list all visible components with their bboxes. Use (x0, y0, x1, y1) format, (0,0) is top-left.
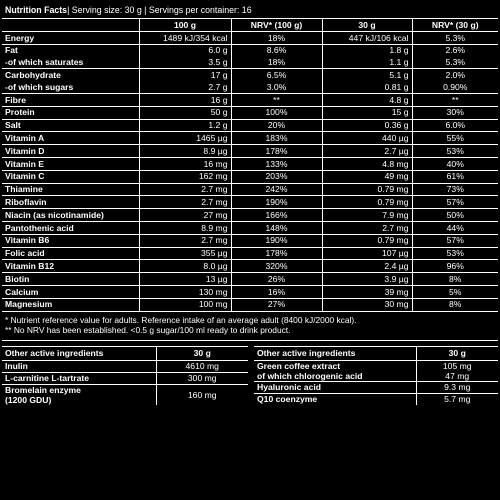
table-row (2, 247, 498, 260)
value-100g: 355 µg (139, 247, 231, 260)
value-100g: 8.9 mg (139, 221, 231, 234)
table-row (2, 234, 498, 247)
nrv-30g: 8% (412, 298, 498, 310)
table-row (2, 196, 498, 209)
other-ingredients-left (2, 346, 248, 405)
table-row (2, 93, 498, 106)
value-30g: 4.8 mg (322, 157, 412, 170)
table-row (2, 285, 498, 298)
value-30g: 0.79 mg (322, 196, 412, 209)
nrv-100g: 148% (231, 221, 322, 234)
nutrient-name: Riboflavin (2, 196, 139, 209)
nrv-30g: 57% (412, 234, 498, 247)
nrv-100g: 6.5% (231, 69, 322, 81)
table-row (2, 57, 498, 69)
ingredient-name (254, 360, 416, 381)
nutrient-name: Vitamin A (2, 132, 139, 145)
ingredient-amount (416, 393, 498, 405)
footnotes (2, 311, 498, 341)
ingredient-amount (156, 360, 248, 372)
nrv-100g: 320% (231, 260, 322, 273)
table-row (2, 221, 498, 234)
nutrient-name: Vitamin C (2, 170, 139, 183)
table-row (2, 170, 498, 183)
nrv-100g: 178% (231, 145, 322, 158)
list-item (2, 372, 248, 384)
value-30g: 447 kJ/106 kcal (322, 32, 412, 45)
ingredient-name (2, 360, 156, 372)
list-item (254, 360, 498, 381)
ingredient-amount (416, 381, 498, 393)
table-row (2, 183, 498, 196)
value-100g: 13 µg (139, 273, 231, 286)
table-row (2, 81, 498, 93)
ingredient-name-line: Green coffee extract (257, 360, 341, 371)
ingredient-amount-line: 160 mg (187, 389, 217, 400)
nutrient-name: Fat (2, 44, 139, 56)
ingredient-amount-line: 9.3 mg (444, 382, 471, 393)
nrv-100g: 190% (231, 234, 322, 247)
value-100g: 130 mg (139, 285, 231, 298)
value-30g: 15 g (322, 106, 412, 119)
value-100g: 1.2 g (139, 119, 231, 132)
value-100g: 16 mg (139, 157, 231, 170)
nrv-100g: 20% (231, 119, 322, 132)
table-header-row (2, 19, 498, 32)
ingredient-amount (156, 384, 248, 405)
other-ingredients-right (254, 346, 498, 405)
nrv-100g: 18% (231, 32, 322, 45)
table-row (2, 273, 498, 286)
nrv-30g: 5.3% (445, 57, 466, 68)
table-row (2, 69, 498, 81)
nutrient-name: Niacin (as nicotinamide) (2, 209, 139, 222)
other-right-header-label: Other active ingredients (254, 346, 416, 360)
other-right-header-unit: 30 g (416, 346, 498, 360)
nrv-30g: 57% (412, 196, 498, 209)
ingredient-name (254, 393, 416, 405)
ingredient-amount-line: 105 mg (442, 360, 472, 371)
nrv-30g: 5% (412, 285, 498, 298)
ingredient-name (254, 381, 416, 393)
value-100g: 100 mg (139, 298, 231, 310)
value-100g: 27 mg (139, 209, 231, 222)
footnote-no-nrv: ** No NRV has been established. <0.5 g sugar/100 ml ready to drink product. (5, 325, 291, 336)
nrv-30g: 53% (412, 145, 498, 158)
list-item (254, 381, 498, 393)
table-row (2, 132, 498, 145)
nutrition-facts-panel (2, 2, 498, 405)
ingredient-name-line: Hyaluronic acid (257, 382, 321, 393)
ingredient-name-line: of which chlorogenic acid (257, 370, 363, 381)
nutrient-name: Fibre (2, 93, 139, 106)
ingredient-amount-line: 300 mg (187, 373, 217, 384)
nutrient-name: -of which saturates (2, 57, 139, 69)
nutrient-name: Calcium (2, 285, 139, 298)
other-right-header (254, 346, 498, 360)
nrv-100g: 16% (231, 285, 322, 298)
serving-info: | Serving size: 30 g | Servings per container: 16 (67, 4, 252, 15)
value-100g: 2.7 g (139, 81, 231, 93)
nrv-30g: 30% (412, 106, 498, 119)
col-header-nutrient (2, 19, 139, 32)
value-30g: 3.9 µg (322, 273, 412, 286)
table-row (2, 260, 498, 273)
nutrient-name: Folic acid (2, 247, 139, 260)
nrv-30g: 61% (412, 170, 498, 183)
other-ingredients-section (2, 346, 498, 405)
nutrient-name: Salt (2, 119, 139, 132)
nrv-30g: 44% (412, 221, 498, 234)
nrv-30g: 40% (412, 157, 498, 170)
nrv-30g: 73% (412, 183, 498, 196)
nrv-30g: 50% (412, 209, 498, 222)
nrv-100g: 3.0% (231, 81, 322, 93)
nrv-100g: 27% (231, 298, 322, 310)
value-100g: 6.0 g (139, 44, 231, 56)
ingredient-name-line: Q10 coenzyme (257, 394, 318, 405)
table-row (2, 145, 498, 158)
footnote-nrv: * Nutrient reference value for adults. Reference intake of an average adult (8400 kJ/2000 kcal). (5, 314, 357, 325)
col-header-nrv-30g: NRV* (30 g) (431, 19, 479, 30)
nrv-100g: 242% (231, 183, 322, 196)
table-row (2, 119, 498, 132)
other-left-header-unit: 30 g (156, 346, 248, 360)
value-30g: 2.4 µg (322, 260, 412, 273)
value-100g: 2.7 mg (139, 234, 231, 247)
value-30g: 0.79 mg (322, 234, 412, 247)
value-100g: 17 g (139, 69, 231, 81)
value-30g: 440 µg (322, 132, 412, 145)
nrv-30g: 2.6% (412, 44, 498, 56)
nrv-30g: 6.0% (412, 119, 498, 132)
nutrition-table (2, 19, 498, 311)
nrv-100g: 18% (231, 57, 322, 69)
list-item (254, 393, 498, 405)
ingredient-name (2, 372, 156, 384)
nrv-100g: 100% (231, 106, 322, 119)
nrv-30g: 96% (412, 260, 498, 273)
value-100g: 8.0 µg (139, 260, 231, 273)
value-30g: 1.8 g (322, 44, 412, 56)
value-100g: 162 mg (139, 170, 231, 183)
other-left-header (2, 346, 248, 360)
nutrient-name: Biotin (2, 273, 139, 286)
ingredient-name (2, 384, 156, 405)
ingredient-amount (416, 360, 498, 381)
value-30g: 2.7 µg (322, 145, 412, 158)
nrv-100g: 8.6% (231, 44, 322, 56)
value-30g: 0.36 g (322, 119, 412, 132)
nrv-100g: 166% (231, 209, 322, 222)
nrv-100g: 183% (231, 132, 322, 145)
value-30g: 4.8 g (322, 93, 412, 106)
col-header-nrv-100g: NRV* (100 g) (231, 19, 322, 32)
nutrient-name: Vitamin B6 (2, 234, 139, 247)
table-row (2, 44, 498, 56)
ingredient-name-line: (1200 GDU) (5, 394, 52, 405)
ingredient-amount-line: 4610 mg (185, 361, 219, 372)
table-row (2, 209, 498, 222)
nrv-100g: 178% (231, 247, 322, 260)
value-100g: 1465 µg (139, 132, 231, 145)
value-30g: 0.79 mg (322, 183, 412, 196)
value-100g: 3.5 g (139, 57, 231, 69)
table-row (2, 32, 498, 45)
value-30g: 5.1 g (322, 69, 412, 81)
value-30g: 7.9 mg (322, 209, 412, 222)
ingredient-amount (156, 372, 248, 384)
col-header-100g: 100 g (139, 19, 231, 32)
nutrient-name: -of which sugars (2, 81, 139, 93)
value-100g: 50 g (139, 106, 231, 119)
nutrient-name: Energy (2, 32, 139, 45)
value-30g: 39 mg (322, 285, 412, 298)
ingredient-name-line: Bromelain enzyme (5, 384, 81, 395)
nrv-30g: 55% (412, 132, 498, 145)
col-header-30g: 30 g (322, 19, 412, 32)
nrv-100g: 26% (231, 273, 322, 286)
nrv-30g: 0.90% (443, 81, 468, 92)
value-30g: 107 µg (322, 247, 412, 260)
nrv-30g: 2.0% (412, 69, 498, 81)
ingredient-amount-line: 5.7 mg (444, 394, 471, 405)
nrv-30g: 53% (412, 247, 498, 260)
nutrient-name: Magnesium (2, 298, 139, 310)
table-row (2, 157, 498, 170)
title-label: Nutrition Facts (5, 4, 68, 15)
nutrient-name: Vitamin B12 (2, 260, 139, 273)
value-100g: 16 g (139, 93, 231, 106)
other-left-header-label: Other active ingredients (2, 346, 156, 360)
nrv-30g: 5.3% (412, 32, 498, 45)
value-30g: 30 mg (322, 298, 412, 310)
value-30g: 1.1 g (322, 57, 412, 69)
nutrient-name: Pantothenic acid (2, 221, 139, 234)
nrv-100g: ** (231, 93, 322, 106)
nrv-30g: 8% (412, 273, 498, 286)
nutrient-name: Vitamin E (2, 157, 139, 170)
nrv-30g: ** (412, 93, 498, 106)
nutrient-name: Carbohydrate (2, 69, 139, 81)
table-row (2, 106, 498, 119)
value-30g: 0.81 g (322, 81, 412, 93)
nrv-100g: 133% (231, 157, 322, 170)
value-30g: 49 mg (322, 170, 412, 183)
nrv-100g: 203% (231, 170, 322, 183)
ingredient-name-line: Inulin (5, 361, 28, 372)
value-30g: 2.7 mg (322, 221, 412, 234)
value-100g: 1489 kJ/354 kcal (139, 32, 231, 45)
nrv-100g: 190% (231, 196, 322, 209)
nutrient-name: Vitamin D (2, 145, 139, 158)
value-100g: 8.9 µg (139, 145, 231, 158)
panel-title (2, 2, 498, 19)
table-row (2, 298, 498, 310)
nutrient-name: Protein (2, 106, 139, 119)
list-item (2, 384, 248, 405)
nutrient-name: Thiamine (2, 183, 139, 196)
list-item (2, 360, 248, 372)
value-100g: 2.7 mg (139, 196, 231, 209)
ingredient-amount-line: 47 mg (445, 370, 470, 381)
ingredient-name-line: L-carnitine L-tartrate (5, 373, 90, 384)
value-100g: 2.7 mg (139, 183, 231, 196)
